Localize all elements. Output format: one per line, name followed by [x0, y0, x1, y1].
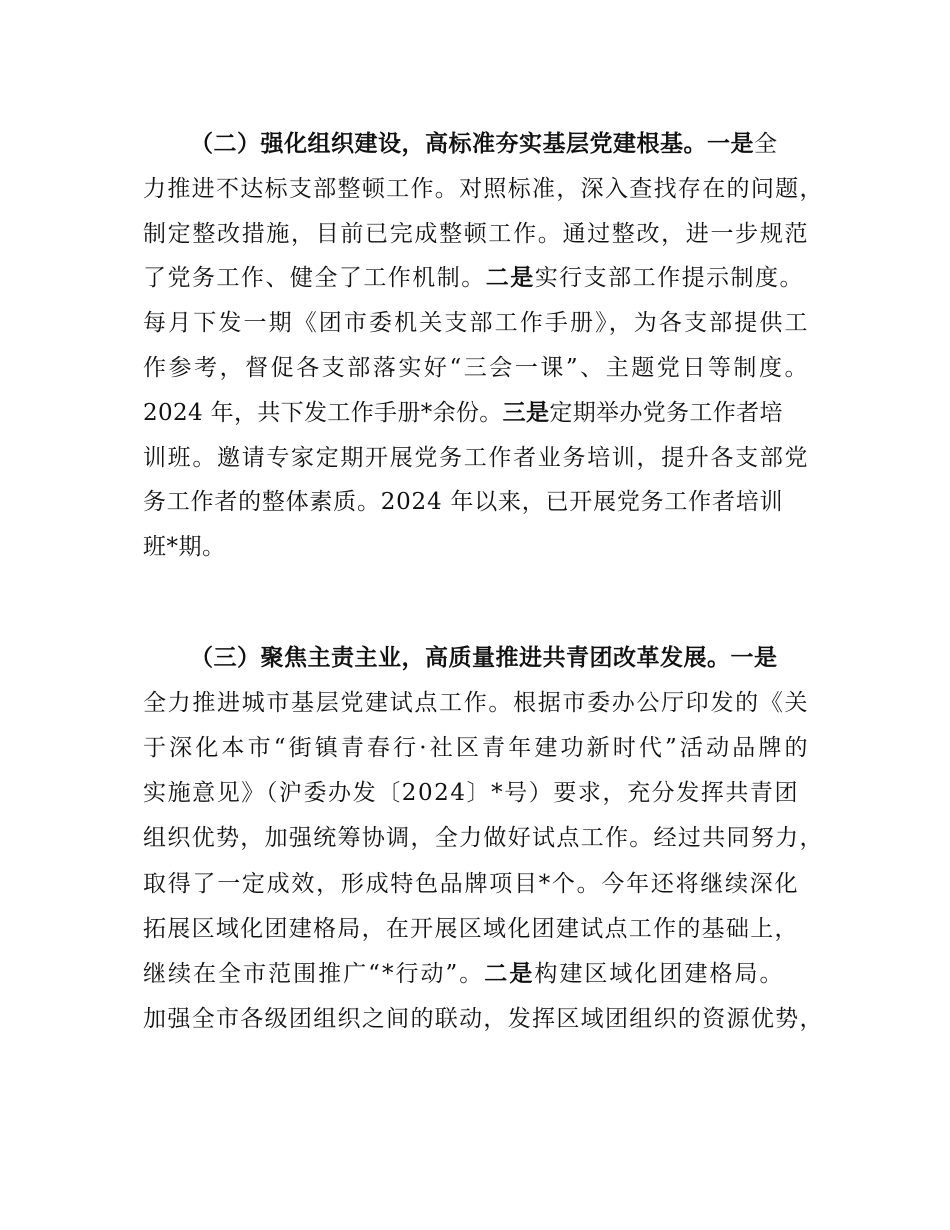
body-text: 每月下发一期《团市委机关支部工作手册》，为各支部提供工 [143, 310, 810, 336]
paragraph-line [143, 818, 824, 858]
paragraph-line [143, 683, 809, 723]
body-text: 实行支部工作提示制度。 [534, 265, 804, 291]
body-text: 务工作者的整体素质。2024 年以来，已开展党务工作者培训 [143, 489, 784, 515]
bold-text: （二）强化组织建设，高标准夯实基层党建根基。一是 [190, 130, 754, 157]
body-text: 拓展区域化团建格局，在开展区域化团建试点工作的基础上， [143, 916, 799, 942]
body-text: 全力推进城市基层党建试点工作。根据市委办公厅印发的《关 [143, 690, 810, 716]
paragraph-line [143, 258, 804, 298]
bold-text: 二是 [484, 960, 535, 987]
body-text: 训班。邀请专家定期开展党务工作者业务培训，提升各支部党 [143, 445, 810, 471]
body-text: 继续在全市范围推广“*行动”。 [143, 961, 485, 987]
bold-text: 二是 [485, 264, 535, 291]
paragraph-line [143, 773, 799, 813]
body-text: 于深化本市“街镇青春行·社区青年建功新时代”活动品牌的 [143, 735, 811, 761]
paragraph-line [143, 864, 799, 904]
body-text: 实施意见》（沪委办发〔2024〕*号）要求，充分发挥共青团 [143, 780, 800, 806]
paragraph-line [143, 728, 811, 768]
paragraph-heading-line [190, 124, 778, 164]
paragraph-line [143, 438, 809, 478]
body-text: 构建区域化团建格局。 [534, 961, 785, 987]
body-text: 组织优势，加强统筹协调，全力做好试点工作。经过共同努力， [143, 825, 824, 851]
paragraph-line [143, 303, 810, 343]
body-text: 班*期。 [143, 534, 226, 560]
body-text: 作参考，督促各支部落实好“三会一课”、主题党日等制度。 [143, 355, 811, 381]
bold-text: 三是 [502, 399, 550, 426]
body-text: 定期举办党务工作者培 [549, 400, 783, 426]
body-text: 制定整改措施，目前已完成整顿工作。通过整改，进一步规范 [143, 221, 810, 247]
paragraph-line [143, 909, 799, 949]
paragraph-line [143, 527, 226, 567]
paragraph-heading-line [190, 638, 778, 678]
paragraph-line [143, 482, 783, 522]
body-text: 取得了一定成效，形成特色品牌项目*个。今年还将继续深化 [143, 871, 800, 897]
paragraph-line [143, 393, 783, 433]
body-text: 加强全市各级团组织之间的联动，发挥区域团组织的资源优势， [143, 1006, 824, 1032]
body-text: 2024 年，共下发工作手册*余份。 [143, 400, 503, 426]
paragraph-line [143, 214, 809, 254]
paragraph-line [143, 169, 824, 209]
body-text: 力推进不达标支部整顿工作。对照标准，深入查找存在的问题， [143, 176, 824, 202]
bold-text: （三）聚焦主责主业，高质量推进共青团改革发展。一是 [190, 644, 778, 671]
paragraph-line [143, 348, 810, 388]
body-text: 全 [754, 131, 778, 157]
body-text: 了党务工作、健全了工作机制。 [143, 265, 486, 291]
paragraph-line [143, 999, 824, 1039]
paragraph-line [143, 954, 785, 994]
